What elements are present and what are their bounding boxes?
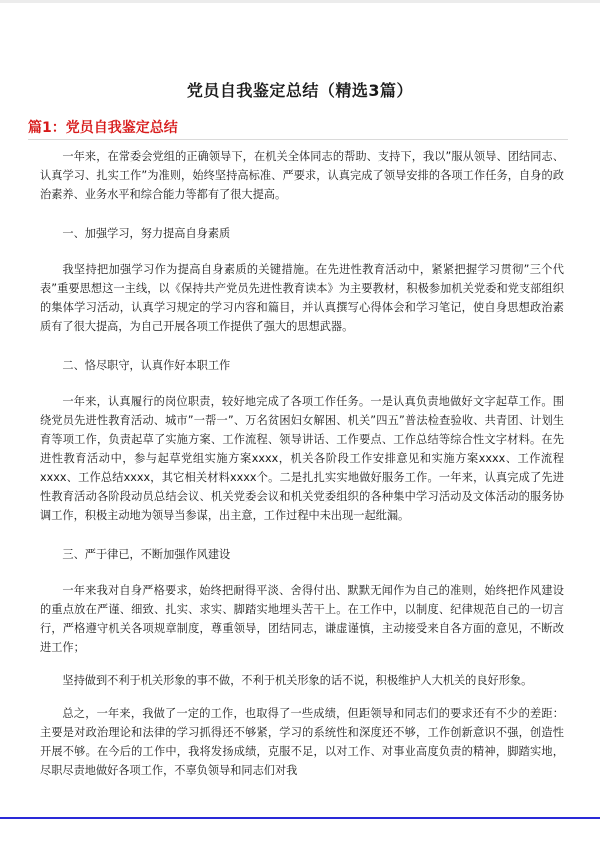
page-title: 党员自我鉴定总结（精选3篇） [186, 81, 414, 100]
subheading-duty: 二、恪尽职守，认真作好本职工作 [62, 359, 231, 372]
paragraph-summary: 总之，一年来，我做了一定的工作，也取得了一些成绩，但距领导和同志们的要求还有不少的差距：主要是对政治理论和法律的学习抓得还不够紧，学习的系统性和深度还不够，工作创新意识不强，创造性开展不够。在今后的工作中，我将发扬成绩，克服不足，以对工作、对事业高度负责的精神，脚踏实地，尽职尽责地做好各项工作，不辜负领导和同志们对我 [40, 707, 564, 777]
paragraph-study: 我坚持把加强学习作为提高自身素质的关键措施。在先进性教育活动中，紧紧把握学习贯彻”三个代表”重要思想这一主线，以《保持共产党员先进性教育读本》为主要教材，积极参加机关党委和党支部组织的集体学习活动，认真学习规定的学习内容和篇目，并认真撰写心得体会和学习笔记，使自身思想政治素质有了很大提高，为自己开展各项工作提供了强大的思想武器。 [40, 263, 564, 333]
paragraph-discipline: 一年来我对自身严格要求，始终把耐得平淡、舍得付出、默默无闻作为自己的准则，始终把作风建设的重点放在严谨、细致、扎实、求实、脚踏实地埋头苦干上。在工作中，以制度、纪律规范自己的一切言行，严格遵守机关各项规章制度，尊重领导，团结同志，谦虚谨慎，主动接受来自各方面的意见，不断改进工作； [40, 584, 564, 654]
top-divider [0, 0, 600, 3]
section-divider [28, 139, 568, 140]
subheading-study: 一、加强学习，努力提高自身素质 [62, 227, 231, 240]
document-body [40, 147, 564, 780]
section-header: 篇1：党员自我鉴定总结 [28, 120, 178, 136]
subheading-discipline: 三、严于律已，不断加强作风建设 [62, 548, 231, 561]
paragraph-image: 坚持做到不利于机关形象的事不做，不利于机关形象的话不说，积极维护人大机关的良好形象。 [62, 674, 533, 687]
paragraph-intro: 一年来，在常委会党组的正确领导下，在机关全体同志的帮助、支持下，我以”服从领导、团结同志、认真学习、扎实工作”为准则，始终坚持高标准、严要求，认真完成了领导安排的各项工作任务，自身的政治素养、业务水平和综合能力等都有了很大提高。 [40, 150, 564, 201]
paragraph-duty: 一年来，认真履行的岗位职责，较好地完成了各项工作任务。一是认真负责地做好文字起草工作。围绕党员先进性教育活动、城市”一帮一”、万名贫困妇女解困、机关”四五”普法检查验收、共青团、计划生育等项工作，负责起草了实施方案、工作流程、领导讲话、工作要点、工作总结等综合性文字材料。在先进性教育活动中，参与起草党组实施方案xxxx，机关各阶段工作安排意见和实施方案xxxx、工作流程xxxx、工作总结xxxx，其它相关材料xxxx个。二是扎扎实实地做好服务工作。一年来，认真完成了先进性教育活动各阶段动员总结会议、机关党委会议和机关党委组织的各种集中学习活动及文体活动的服务协调工作，积极主动地为领导当参谋，出主意，工作过程中未出现一起纰漏。 [40, 395, 564, 522]
footer-divider [0, 817, 600, 819]
